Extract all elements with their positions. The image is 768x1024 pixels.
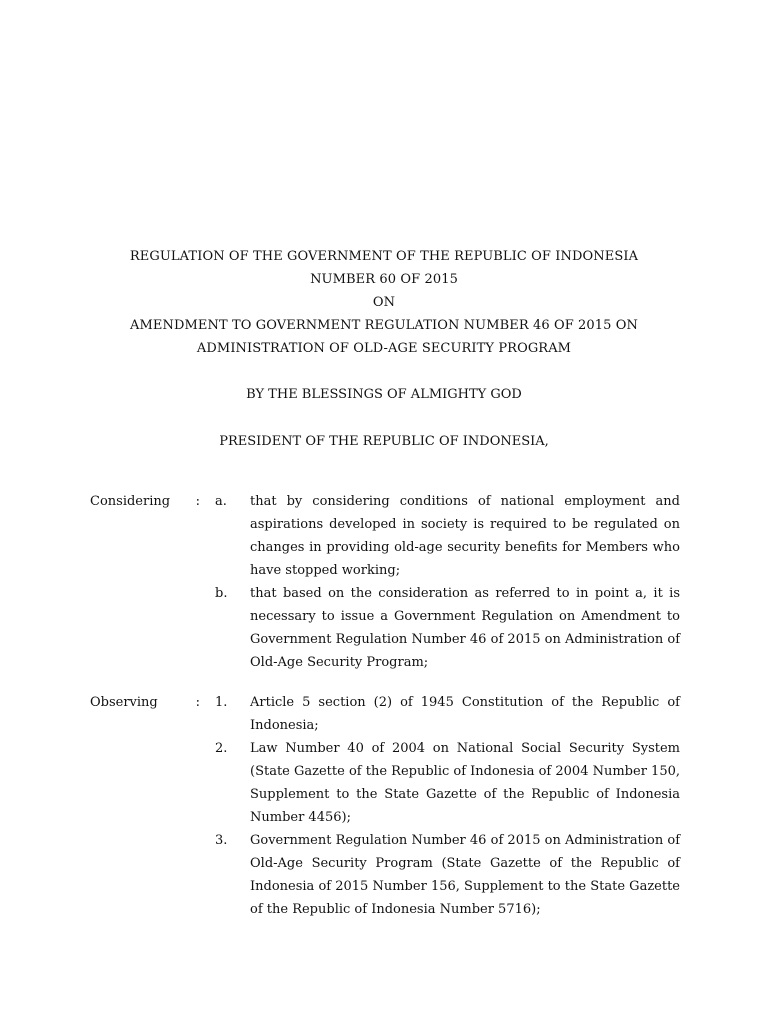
title-line-2: NUMBER 60 OF 2015 <box>310 272 458 287</box>
observing-colon: : <box>195 695 200 710</box>
observing-item-1 <box>215 691 680 737</box>
regulation-title <box>60 245 708 360</box>
considering-colon: : <box>195 494 200 509</box>
observing-label: Observing <box>90 695 158 710</box>
item-marker: b. <box>215 586 228 601</box>
blessing-line: BY THE BLESSINGS OF ALMIGHTY GOD <box>246 387 522 402</box>
considering-heading <box>90 490 200 513</box>
item-marker: 3. <box>215 833 228 848</box>
title-line-4: AMENDMENT TO GOVERNMENT REGULATION NUMBER 46 OF 2015 ON <box>130 318 638 333</box>
title-line-3: ON <box>372 295 396 310</box>
observing-list <box>215 691 680 921</box>
item-text: that based on the consideration as referred to in point a, it is necessary to issue a Government Regulation on Amendment to Government Regulation Number 46 of 2015 on Administration of Old-Age Security Program; <box>250 586 680 670</box>
title-line-1: REGULATION OF THE GOVERNMENT OF THE REPUBLIC OF INDONESIA <box>129 249 639 264</box>
considering-list <box>215 490 680 674</box>
considering-item-a <box>215 490 680 582</box>
item-text: Article 5 section (2) of 1945 Constitution of the Republic of Indonesia; <box>250 695 680 733</box>
item-marker: 1. <box>215 695 228 710</box>
observing-item-3 <box>215 829 680 921</box>
president-line: PRESIDENT OF THE REPUBLIC OF INDONESIA, <box>219 434 549 449</box>
item-text: that by considering conditions of national employment and aspirations developed in society is required to be regulated on changes in providing old-age security benefits for Members who have stopped working; <box>250 494 680 578</box>
item-marker: a. <box>215 494 227 509</box>
observing-item-2 <box>215 737 680 829</box>
item-text: Law Number 40 of 2004 on National Social Security System (State Gazette of the Republic of Indonesia of 2004 Number 150, Supplement to the State Gazette of the Republic of Indonesia Number 4456); <box>250 741 680 825</box>
title-line-5: ADMINISTRATION OF OLD-AGE SECURITY PROGRAM <box>196 341 572 356</box>
considering-item-b <box>215 582 680 674</box>
item-marker: 2. <box>215 741 228 756</box>
considering-label: Considering <box>90 494 171 509</box>
observing-heading <box>90 691 200 714</box>
item-text: Government Regulation Number 46 of 2015 on Administration of Old-Age Security Program (State Gazette of the Republic of Indonesia of 2015 Number 156, Supplement to the State Gazette of the Republic of Indonesia Number 5716); <box>250 833 680 917</box>
